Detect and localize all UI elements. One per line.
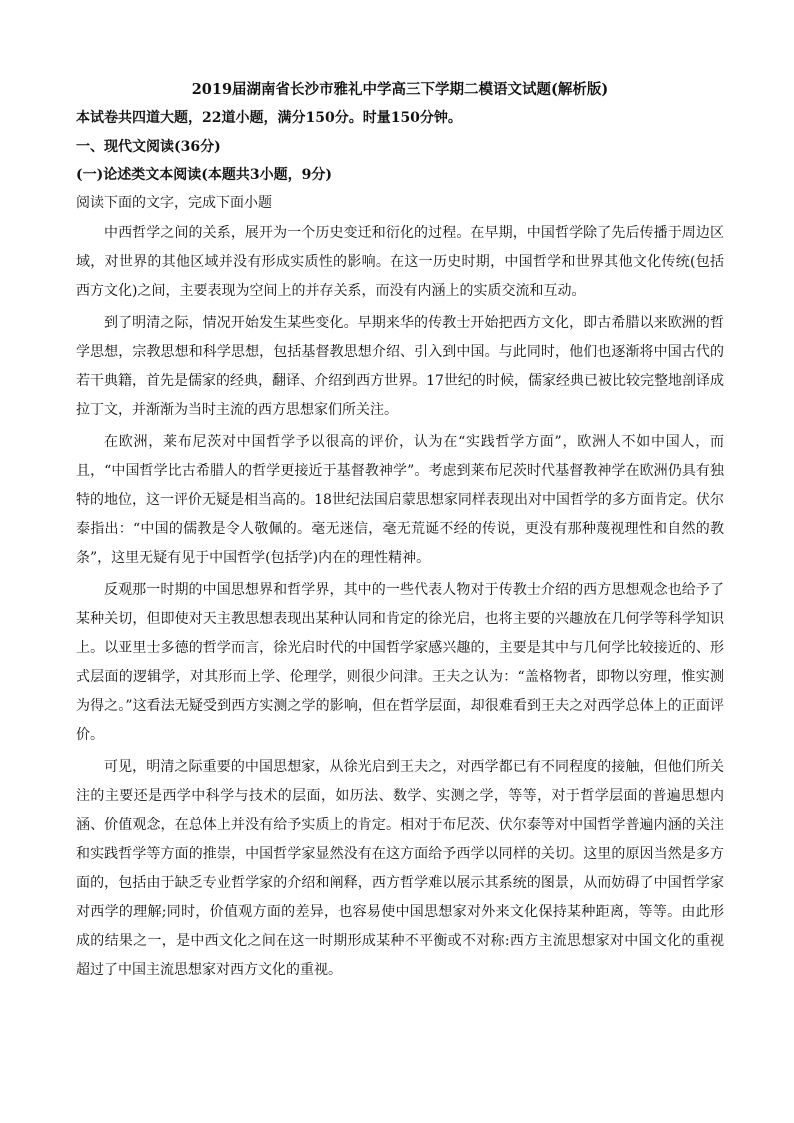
document-page xyxy=(76,80,724,988)
passage-paragraph-1: 中西哲学之间的关系，展开为一个历史变迁和衍化的过程。在早期，中国哲学除了先后传播于周边区域，对世界的其他区域并没有形成实质性的影响。在这一历史时期，中国哲学和世界其他文化传统(包括西方文化)之间，主要表现为空间上的并存关系，而没有内涵上的实质交流和互动。 xyxy=(76,225,724,299)
passage-paragraph-2: 到了明清之际，情况开始发生某些变化。早期来华的传教士开始把西方文化，即古希腊以来欧洲的哲学思想，宗教思想和科学思想，包括基督教思想介绍、引入到中国。与此同时，他们也逐渐将中国古代的若干典籍，首先是儒家的经典，翻译、介绍到西方世界。17世纪的时候，儒家经典已被比较完整地剖译成拉丁文，并渐渐为当时主流的西方思想家们所关注。 xyxy=(76,315,724,418)
exam-info: 本试卷共四道大题，22道小题，满分150分。时量150分钟。 xyxy=(76,110,462,126)
passage-paragraph-5: 可见，明清之际重要的中国思想家，从徐光启到王夫之，对西学都已有不同程度的接触，但他们所关注的主要还是西学中科学与技术的层面，如历法、数学、实测之学，等等，对于哲学层面的普遍思想内涵、价值观念，在总体上并没有给予实质上的肯定。相对于布尼茨、伏尔泰等对中国哲学普遍内涵的关注和实践哲学等方面的推崇，中国哲学家显然没有在这方面给予西学以同样的关切。这里的原因当然是多方面的，包括由于缺乏专业哲学家的介绍和阐释，西方哲学难以展示其系统的图景，从而妨碍了中国哲学家对西学的理解;同时，价值观方面的差异，也容易使中国思想家对外来文化保持某种距离，等等。由此形成的结果之一，是中西文化之间在这一时期形成某种不平衡或不对称:西方主流思想家对中国文化的重视超过了中国主流思想家对西方文化的重视。 xyxy=(76,759,724,978)
subsection-heading: (一)论述类文本阅读(本题共3小题，9分) xyxy=(76,167,332,183)
document-title: 2019届湖南省长沙市雅礼中学高三下学期二模语文试题(解析版) xyxy=(191,81,609,98)
passage-paragraph-3: 在欧洲，莱布尼茨对中国哲学予以很高的评价，认为在“实践哲学方面”，欧洲人不如中国人，而且，“中国哲学比古希腊人的哲学更接近于基督教神学”。考虑到莱布尼茨时代基督教神学在欧洲仍具有独特的地位，这一评价无疑是相当高的。18世纪法国启蒙思想家同样表现出对中国哲学的多方面肯定。伏尔泰指出：“中国的儒教是令人敬佩的。毫无迷信，毫无荒诞不经的传说，更没有那种蔑视理性和自然的教条”，这里无疑有见于中国哲学(包括学)内在的理性精神。 xyxy=(76,434,724,566)
passage-paragraph-4: 反观那一时期的中国思想界和哲学界，其中的一些代表人物对于传教士介绍的西方思想观念也给予了某种关切，但即使对天主教思想表现出某种认同和肯定的徐光启，也将主要的兴趣放在几何学等科学知识上。以亚里士多德的哲学而言，徐光启时代的中国哲学家感兴趣的，主要是其中与几何学比较接近的、形式层面的逻辑学，对其形而上学、伦理学，则很少问津。王夫之认为：“盖格物者，即物以穷理，惟实测为得之。”这看法无疑受到西方实测之学的影响，但在哲学层面，却很难看到王夫之对西学总体上的正面评价。 xyxy=(76,582,724,743)
reading-instruction: 阅读下面的文字，完成下面小题 xyxy=(76,195,272,211)
section-heading: 一、现代文阅读(36分) xyxy=(76,139,221,155)
